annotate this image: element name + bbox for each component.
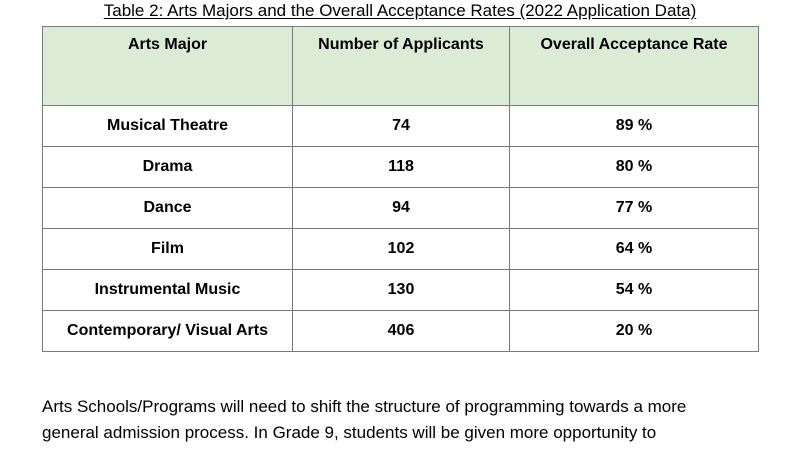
table-row — [43, 106, 759, 147]
table-row — [43, 270, 759, 311]
table-row — [43, 188, 759, 229]
cell-major: Contemporary/ Visual Arts — [43, 311, 293, 352]
cell-applicants: 102 — [293, 229, 510, 270]
cell-applicants: 74 — [293, 106, 510, 147]
cell-rate: 89 % — [510, 106, 759, 147]
cell-major: Dance — [43, 188, 293, 229]
table-caption: Table 2: Arts Majors and the Overall Acceptance Rates (2022 Application Data) — [103, 1, 697, 20]
cell-applicants: 130 — [293, 270, 510, 311]
paragraph-line: Arts Schools/Programs will need to shift the structure of programming towards a more — [42, 397, 687, 416]
cell-applicants: 406 — [293, 311, 510, 352]
table-header-row — [43, 27, 759, 106]
cell-major: Musical Theatre — [43, 106, 293, 147]
paragraph-line: general admission process. In Grade 9, students will be given more opportunity to — [42, 423, 657, 442]
table-row — [43, 229, 759, 270]
cell-major: Drama — [43, 147, 293, 188]
header-number-of-applicants: Number of Applicants — [293, 27, 510, 106]
cell-applicants: 94 — [293, 188, 510, 229]
table-row — [43, 147, 759, 188]
cell-major: Film — [43, 229, 293, 270]
acceptance-rates-table — [42, 26, 759, 352]
cell-rate: 77 % — [510, 188, 759, 229]
cell-rate: 20 % — [510, 311, 759, 352]
table-row — [43, 311, 759, 352]
header-arts-major: Arts Major — [43, 27, 293, 106]
cell-applicants: 118 — [293, 147, 510, 188]
cell-rate: 64 % — [510, 229, 759, 270]
cell-major: Instrumental Music — [43, 270, 293, 311]
body-paragraph — [42, 394, 772, 446]
cell-rate: 80 % — [510, 147, 759, 188]
cell-rate: 54 % — [510, 270, 759, 311]
header-acceptance-rate: Overall Acceptance Rate — [510, 27, 759, 106]
